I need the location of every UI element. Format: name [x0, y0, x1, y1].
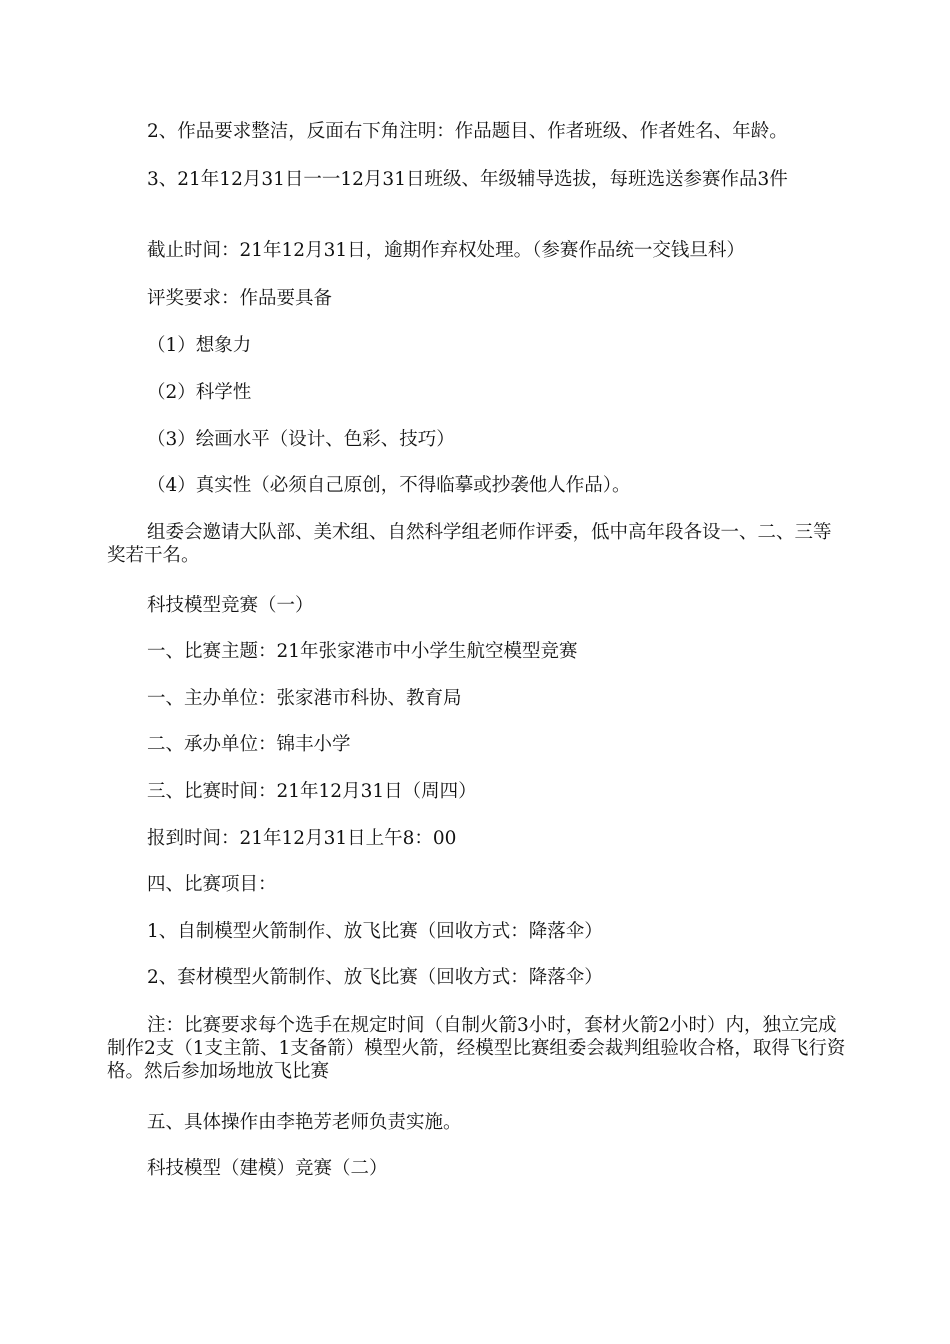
list-item-kit-rocket: 2、套材模型火箭制作、放飞比赛（回收方式：降落伞） [147, 967, 603, 988]
list-item-drawing-level: （3）绘画水平（设计、色彩、技巧） [147, 429, 455, 450]
paragraph-contest-time: 三、比赛时间：21年12月31日（周四） [147, 781, 477, 802]
paragraph-judges-awards: 组委会邀请大队部、美术组、自然科学组老师作评委，低中高年段各设一、二、三等奖若干名。 [107, 522, 832, 566]
paragraph-contest-theme: 一、比赛主题：21年张家港市中小学生航空模型竞赛 [147, 641, 578, 662]
paragraph-contest-items: 四、比赛项目： [147, 874, 277, 895]
paragraph-deadline: 截止时间：21年12月31日，逾期作弃权处理。（参赛作品统一交钱旦科） [147, 240, 745, 261]
paragraph-selection-schedule: 3、21年12月31日一一12月31日班级、年级辅导选拔，每班选送参赛作品3件 [147, 169, 788, 190]
paragraph-host: 二、承办单位：锦丰小学 [147, 734, 351, 755]
paragraph-implementation: 五、具体操作由李艳芳老师负责实施。 [147, 1112, 462, 1133]
section-heading-model-contest-1: 科技模型竞赛（一） [147, 595, 314, 616]
list-item-homemade-rocket: 1、自制模型火箭制作、放飞比赛（回收方式：降落伞） [147, 921, 603, 942]
list-item-imagination: （1）想象力 [147, 335, 252, 356]
paragraph-organizer: 一、主办单位：张家港市科协、教育局 [147, 688, 462, 709]
list-item-authenticity: （4）真实性（必须自己原创，不得临摹或抄袭他人作品）。 [147, 475, 631, 496]
list-item-scientific: （2）科学性 [147, 382, 252, 403]
paragraph-registration-time: 报到时间：21年12月31日上午8：00 [147, 828, 457, 849]
paragraph-award-criteria: 评奖要求：作品要具备 [147, 288, 333, 309]
paragraph-note: 注：比赛要求每个选手在规定时间（自制火箭3小时，套材火箭2小时）内，独立完成制作2支（1支主箭、1支备箭）模型火箭，经模型比赛组委会裁判组验收合格，取得飞行资格。然后参加场地放飞比赛 [107, 1015, 846, 1082]
section-heading-model-contest-2: 科技模型（建模）竞赛（二） [147, 1158, 388, 1179]
paragraph-submission-requirements: 2、作品要求整洁，反面右下角注明：作品题目、作者班级、作者姓名、年龄。 [147, 121, 788, 142]
